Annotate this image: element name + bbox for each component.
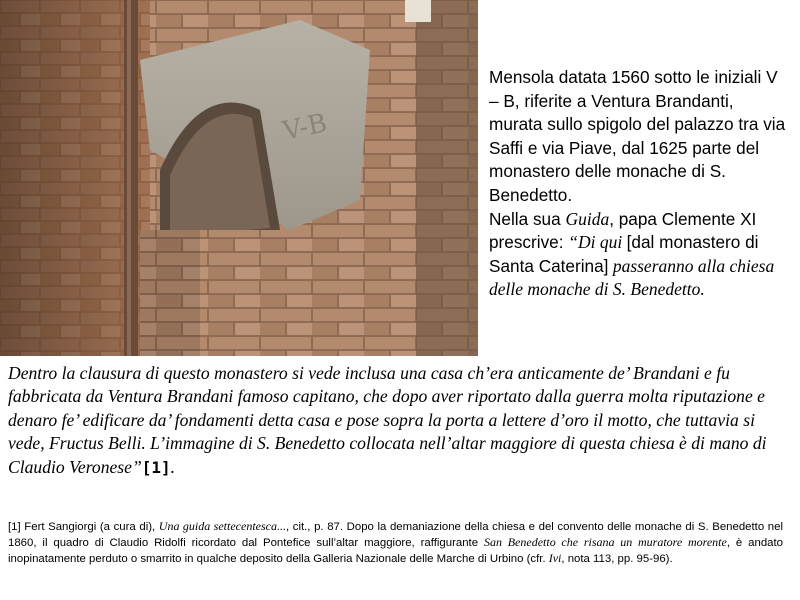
caption-paragraph-1: Mensola datata 1560 sotto le iniziali V – B, riferite a Ventura Brandanti, murata sullo spigolo del palazzo tra via Saffi e via Piave, dal 1625 parte del monastero delle monache di S. Benedetto. [489,67,786,205]
caption-text: , papa Clemente XI prescrive: [489,208,757,253]
footnote [8,519,783,568]
footnote-ivi: Ivi [548,551,562,566]
caption-text: Nella sua [489,208,566,229]
photo-caption [489,66,789,302]
quote-text: Dentro la clausura di questo monastero si vede inclusa una casa ch’era anticamente de’ Brandani e fu fabbricata da Ventura Brandani famoso capitano, che dopo aver riportato dalla guerra molta riputazione e denaro fe’ edificare da’ fondamenti detta casa e pose sopra la porta a lettere d’oro il motto, che tuttavia si vede, Fructus Belli. L’immagine di S. Benedetto collocata nell’altar maggiore di questa chiesa è di mano di Claudio Veronese” [8,363,767,477]
wall-corbel-photo [0,0,478,356]
svg-text:V-B: V-B [280,108,330,147]
caption-quote-end: passeranno alla chiesa delle monache di S. Benedetto. [489,255,775,300]
footnote-text: , è andato inopinatamente perduto o smarrito in qualche deposito della Galleria Nazionale delle Marche di Urbino (cfr. [8,537,784,566]
footnote-reference-link[interactable]: [1] [141,457,171,477]
caption-quote-start: “Di qui [568,232,627,253]
footnote-text: , nota 113, pp. 95-96). [561,553,673,566]
footnote-text: [1] Fert Sangiorgi (a cura di), [8,521,159,533]
footnote-book-title: Una guida settecentesca... [158,519,286,533]
caption-guida-title: Guida [565,208,610,229]
quote-paragraph [8,362,794,479]
footnote-painting-title: San Benedetto che risana un muratore morente [483,535,727,550]
footnote-text: , cit., p. 87. Dopo la demaniazione della chiesa e del convento delle monache di S. Benedetto nel 1860, il quadro di Claudio Ridolfi ricordato dal Pontefice sull’altar maggiore, raffigurante [8,521,783,550]
quote-end: . [170,456,176,477]
caption-bracket-note: [dal monastero di Santa Caterina] [489,232,759,276]
